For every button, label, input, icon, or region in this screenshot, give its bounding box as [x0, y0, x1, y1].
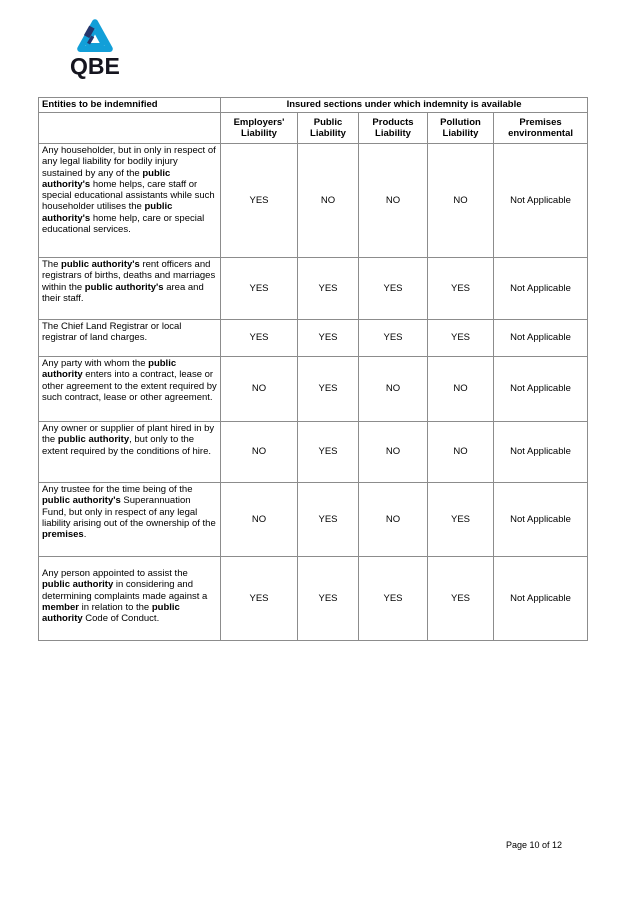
value-cell: NO [359, 357, 428, 422]
entities-header-empty-cell [39, 113, 221, 144]
table-row [39, 258, 588, 320]
entities-header-cell: Entities to be indemnified [39, 98, 221, 113]
entity-description-cell: Any householder, but in only in respect of any legal liability for bodily injury sustained by any of the public authority's home helps, care staff or special educational assistants while such householder utilises the public authority's home help, care or special educational services. [39, 144, 221, 258]
value-cell: YES [298, 422, 359, 483]
value-cell: YES [221, 320, 298, 357]
column-header-products-liability: Products Liability [359, 113, 428, 144]
value-cell: YES [359, 320, 428, 357]
value-cell: Not Applicable [494, 483, 588, 557]
qbe-triangle-knot-icon [76, 18, 114, 58]
value-cell: NO [221, 483, 298, 557]
table-row [39, 422, 588, 483]
value-cell: NO [359, 144, 428, 258]
table-row [39, 144, 588, 258]
value-cell: NO [428, 144, 494, 258]
value-cell: NO [221, 422, 298, 483]
entity-description-cell: Any person appointed to assist the public authority in considering and determining complaints made against a member in relation to the public authority Code of Conduct. [39, 557, 221, 641]
value-cell: NO [298, 144, 359, 258]
value-cell: YES [428, 258, 494, 320]
value-cell: YES [298, 320, 359, 357]
value-cell: Not Applicable [494, 258, 588, 320]
value-cell: YES [428, 483, 494, 557]
value-cell: YES [359, 258, 428, 320]
value-cell: NO [428, 422, 494, 483]
column-header-premises-environmental: Premises environmental [494, 113, 588, 144]
entity-description-cell: Any trustee for the time being of the public authority's Superannuation Fund, but only in respect of any legal liability arising out of the ownership of the premises. [39, 483, 221, 557]
entity-description-cell: The public authority's rent officers and registrars of births, deaths and marriages within the public authority's area and their staff. [39, 258, 221, 320]
table-row [39, 557, 588, 641]
entity-description-cell: The Chief Land Registrar or local registrar of land charges. [39, 320, 221, 357]
value-cell: YES [221, 258, 298, 320]
column-header-public-liability: Public Liability [298, 113, 359, 144]
insured-sections-header-cell: Insured sections under which indemnity is available [221, 98, 588, 113]
value-cell: YES [298, 258, 359, 320]
value-cell: YES [221, 557, 298, 641]
indemnity-table [38, 97, 588, 641]
value-cell: YES [298, 357, 359, 422]
table-header-row-span [39, 98, 588, 113]
qbe-logo [70, 18, 150, 77]
table-row [39, 483, 588, 557]
entity-description-cell: Any party with whom the public authority enters into a contract, lease or other agreement to the extent required by such contract, lease or other agreement. [39, 357, 221, 422]
value-cell: YES [359, 557, 428, 641]
value-cell: NO [359, 483, 428, 557]
qbe-logo-text: QBE [70, 53, 120, 79]
value-cell: Not Applicable [494, 320, 588, 357]
value-cell: NO [359, 422, 428, 483]
value-cell: YES [221, 144, 298, 258]
value-cell: YES [298, 483, 359, 557]
column-header-employers-liability: Employers' Liability [221, 113, 298, 144]
column-header-pollution-liability: Pollution Liability [428, 113, 494, 144]
table-header-row-columns [39, 113, 588, 144]
page-number: Page 10 of 12 [505, 840, 562, 850]
value-cell: YES [298, 557, 359, 641]
value-cell: Not Applicable [494, 144, 588, 258]
value-cell: YES [428, 557, 494, 641]
table-row [39, 320, 588, 357]
entity-description-cell: Any owner or supplier of plant hired in by the public authority, but only to the extent required by the conditions of hire. [39, 422, 221, 483]
table-row [39, 357, 588, 422]
value-cell: NO [428, 357, 494, 422]
value-cell: YES [428, 320, 494, 357]
value-cell: Not Applicable [494, 422, 588, 483]
value-cell: Not Applicable [494, 557, 588, 641]
value-cell: NO [221, 357, 298, 422]
value-cell: Not Applicable [494, 357, 588, 422]
